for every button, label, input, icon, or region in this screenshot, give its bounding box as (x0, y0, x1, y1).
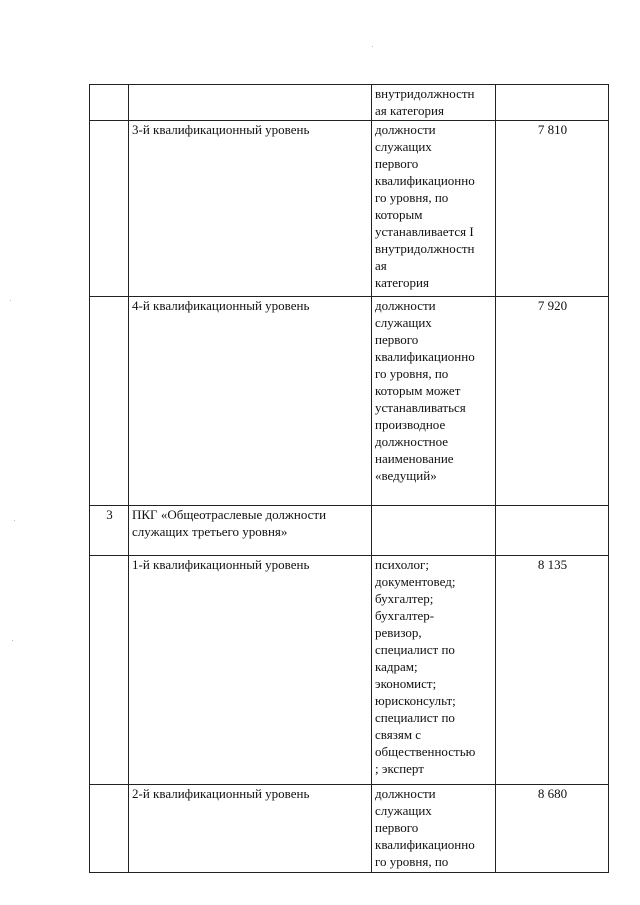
positions-text: внутридолжностн ая категория (375, 86, 475, 118)
row-number-cell (90, 85, 129, 121)
positions-cell (372, 556, 496, 785)
qualification-level-cell: 2-й квалификационный уровень (129, 785, 372, 873)
positions-text: должности служащих первого квалификационно го уровня, по (375, 786, 475, 869)
positions-text: должности служащих первого квалификационно го уровня, по которым устанавливается I внутридолжностн ая категория (375, 122, 475, 290)
row-number-cell (90, 297, 129, 506)
table-row (90, 297, 609, 506)
positions-text: психолог; документовед; бухгалтер; бухгалтер- ревизор, специалист по кадрам; экономист; юрисконсульт; специалист по связям с общественностью ; эксперт (375, 557, 476, 776)
qualification-group-cell: ПКГ «Общеотраслевые должности служащих третьего уровня» (129, 506, 372, 556)
salary-table (89, 84, 609, 873)
row-number-cell: 3 (90, 506, 129, 556)
qualification-level-cell: 1-й квалификационный уровень (129, 556, 372, 785)
qualification-level-cell (129, 85, 372, 121)
positions-cell (372, 121, 496, 297)
qualification-level-cell: 3-й квалификационный уровень (129, 121, 372, 297)
salary-cell: 7 810 (496, 121, 609, 297)
qualification-level-cell: 4-й квалификационный уровень (129, 297, 372, 506)
scan-speck (372, 46, 373, 47)
table-row (90, 785, 609, 873)
table-row (90, 506, 609, 556)
salary-cell: 7 920 (496, 297, 609, 506)
scan-speck (14, 520, 15, 521)
table-row (90, 121, 609, 297)
row-number-cell (90, 785, 129, 873)
table-row (90, 85, 609, 121)
positions-cell (372, 785, 496, 873)
positions-cell (372, 506, 496, 556)
row-number-cell (90, 121, 129, 297)
positions-cell (372, 297, 496, 506)
scan-speck (10, 300, 11, 301)
row-number-cell (90, 556, 129, 785)
scan-speck (12, 640, 13, 641)
salary-cell: 8 135 (496, 556, 609, 785)
salary-cell: 8 680 (496, 785, 609, 873)
salary-cell (496, 85, 609, 121)
positions-cell (372, 85, 496, 121)
salary-cell (496, 506, 609, 556)
table-row (90, 556, 609, 785)
positions-text: должности служащих первого квалификационно го уровня, по которым может устанавливаться производное должностное наименование «ведущий» (375, 298, 475, 483)
